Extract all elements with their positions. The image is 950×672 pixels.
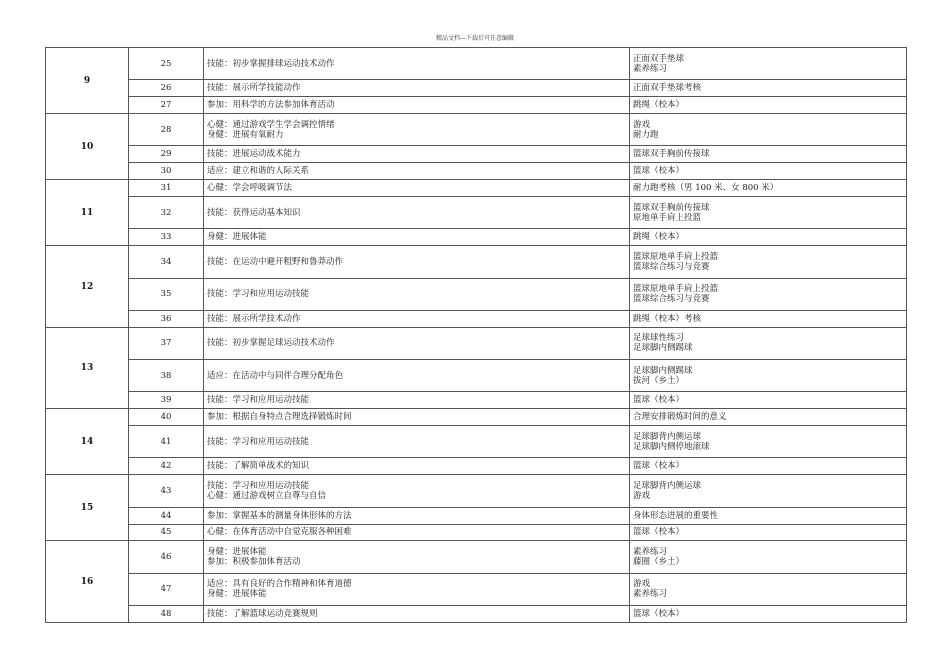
lesson-content-cell <box>630 146 907 163</box>
goal-line: 适应：在活动中与同伴合理分配角色 <box>207 370 344 381</box>
week-number-cell: 15 <box>46 475 129 541</box>
lesson-goal-cell <box>204 80 630 97</box>
goal-line: 技能：初步掌握足球运动技术动作 <box>207 338 335 349</box>
goal-line: 参加：用科学的方法参加体育活动 <box>207 100 335 111</box>
content-line: 跳绳（校本）考核 <box>633 313 702 324</box>
content-line: 正面双手垫球 <box>633 53 685 64</box>
goal-line: 身健：进展体能 <box>207 232 267 243</box>
lesson-number-cell: 31 <box>129 180 204 197</box>
goal-line: 技能：获得运动基本知识 <box>207 207 301 218</box>
lesson-content-cell <box>630 426 907 458</box>
lesson-number-cell: 43 <box>129 475 204 507</box>
table-row <box>46 246 907 278</box>
table-row <box>46 114 907 146</box>
lesson-content-cell <box>630 573 907 605</box>
lesson-number-cell: 45 <box>129 524 204 541</box>
goal-line: 参加：根据自身特点合理选择锻炼时间 <box>207 412 352 423</box>
lesson-goal-cell <box>204 409 630 426</box>
lesson-content-cell <box>630 229 907 246</box>
content-line: 足球脚背内侧运球 <box>633 431 702 442</box>
lesson-content-cell <box>630 310 907 327</box>
week-number-cell: 9 <box>46 48 129 114</box>
content-line: 耐力跑考核（男 100 米、女 800 米） <box>633 183 779 194</box>
table-row <box>46 197 907 229</box>
lesson-number-cell: 40 <box>129 409 204 426</box>
lesson-goal-cell <box>204 278 630 310</box>
lesson-number-cell: 26 <box>129 80 204 97</box>
content-line: 篮球双手胸前传接球 <box>633 149 710 160</box>
lesson-number-cell: 37 <box>129 327 204 359</box>
lesson-number-cell: 48 <box>129 605 204 622</box>
lesson-goal-cell <box>204 507 630 524</box>
lesson-number-cell: 28 <box>129 114 204 146</box>
lesson-content-cell <box>630 507 907 524</box>
content-line: 足球脚内侧踢球 <box>633 365 693 376</box>
lesson-content-cell <box>630 524 907 541</box>
table-row <box>46 573 907 605</box>
lesson-content-cell <box>630 605 907 622</box>
content-line: 篮球综合练习与竞赛 <box>633 261 710 272</box>
goal-line: 心健：通过游戏学生学会调控情绪 <box>207 119 335 130</box>
content-line: 跳绳（校本） <box>633 232 685 243</box>
content-line: 正面双手垫球考核 <box>633 83 702 94</box>
content-line: 足球球性练习 <box>633 333 685 344</box>
lesson-content-cell <box>630 197 907 229</box>
goal-line: 技能：学习和应用运动技能 <box>207 436 310 447</box>
lesson-goal-cell <box>204 197 630 229</box>
table-row <box>46 180 907 197</box>
lesson-number-cell: 33 <box>129 229 204 246</box>
lesson-number-cell: 30 <box>129 163 204 180</box>
lesson-content-cell <box>630 278 907 310</box>
table-row <box>46 146 907 163</box>
table-row <box>46 605 907 622</box>
table-row <box>46 426 907 458</box>
table-row <box>46 48 907 80</box>
goal-line: 心健：在体育活动中自觉克服各种困难 <box>207 527 352 538</box>
week-number-cell: 11 <box>46 180 129 246</box>
table-row <box>46 409 907 426</box>
content-line: 篮球双手胸前传接球 <box>633 202 710 213</box>
lesson-content-cell <box>630 97 907 114</box>
week-number-cell: 16 <box>46 541 129 623</box>
content-line: 篮球（校本） <box>633 395 685 406</box>
table-row <box>46 80 907 97</box>
goal-line: 身健：进展有氧耐力 <box>207 129 284 140</box>
lesson-content-cell <box>630 541 907 573</box>
lesson-number-cell: 39 <box>129 392 204 409</box>
goal-line: 技能：展示所学技术动作 <box>207 313 301 324</box>
lesson-number-cell: 32 <box>129 197 204 229</box>
week-number-cell: 14 <box>46 409 129 475</box>
content-line: 足球脚背内侧运球 <box>633 480 702 491</box>
content-line: 游戏 <box>633 579 651 590</box>
lesson-goal-cell <box>204 573 630 605</box>
lesson-goal-cell <box>204 114 630 146</box>
lesson-goal-cell <box>204 48 630 80</box>
goal-line: 参加：掌握基本的测量身体形体的方法 <box>207 510 352 521</box>
lesson-goal-cell <box>204 310 630 327</box>
week-number-cell: 10 <box>46 114 129 180</box>
goal-line: 技能：进展运动战术能力 <box>207 149 301 160</box>
goal-line: 心健：通过游戏树立自尊与自信 <box>207 490 327 501</box>
content-line: 素养练习 <box>633 63 668 74</box>
lesson-number-cell: 36 <box>129 310 204 327</box>
lesson-goal-cell <box>204 180 630 197</box>
lesson-content-cell <box>630 360 907 392</box>
lesson-goal-cell <box>204 327 630 359</box>
page-header: 精品文档---下载后可任意编辑 <box>435 35 515 42</box>
lesson-goal-cell <box>204 229 630 246</box>
goal-line: 心健：学会呼吸调节法 <box>207 183 293 194</box>
content-line: 拔河（乡土） <box>633 375 685 386</box>
table-row <box>46 229 907 246</box>
goal-line: 技能：初步掌握排球运动技术动作 <box>207 58 335 69</box>
table-row <box>46 458 907 475</box>
lesson-goal-cell <box>204 524 630 541</box>
goal-line: 适应：具有良好的合作精神和体育道德 <box>207 579 352 590</box>
table-row <box>46 475 907 507</box>
lesson-goal-cell <box>204 97 630 114</box>
lesson-number-cell: 41 <box>129 426 204 458</box>
lesson-number-cell: 38 <box>129 360 204 392</box>
lesson-goal-cell <box>204 426 630 458</box>
lesson-number-cell: 29 <box>129 146 204 163</box>
table-row <box>46 524 907 541</box>
lesson-number-cell: 25 <box>129 48 204 80</box>
week-number-cell: 12 <box>46 246 129 327</box>
table-row <box>46 360 907 392</box>
lesson-number-cell: 34 <box>129 246 204 278</box>
lesson-content-cell <box>630 246 907 278</box>
lesson-goal-cell <box>204 475 630 507</box>
lesson-number-cell: 42 <box>129 458 204 475</box>
lesson-number-cell: 27 <box>129 97 204 114</box>
goal-line: 技能：了解简单战术的知识 <box>207 461 310 472</box>
table-row <box>46 392 907 409</box>
table-row <box>46 541 907 573</box>
lesson-content-cell <box>630 409 907 426</box>
lesson-content-cell <box>630 475 907 507</box>
content-line: 篮球原地单手肩上投篮 <box>633 251 719 262</box>
content-line: 篮球综合练习与竞赛 <box>633 294 710 305</box>
table-row <box>46 327 907 359</box>
content-line: 篮球（校本） <box>633 166 685 177</box>
lesson-content-cell <box>630 114 907 146</box>
table-row <box>46 97 907 114</box>
goal-line: 参加：积极参加体育活动 <box>207 557 301 568</box>
lesson-number-cell: 47 <box>129 573 204 605</box>
content-line: 素养练习 <box>633 547 668 558</box>
table-row <box>46 278 907 310</box>
lesson-number-cell: 35 <box>129 278 204 310</box>
table-row <box>46 507 907 524</box>
content-line: 足球脚内侧停地滚球 <box>633 441 710 452</box>
lesson-number-cell: 44 <box>129 507 204 524</box>
teaching-schedule-table <box>45 47 907 623</box>
lesson-content-cell <box>630 80 907 97</box>
content-line: 游戏 <box>633 490 651 501</box>
goal-line: 身健：进展体能 <box>207 547 267 558</box>
goal-line: 技能：学习和应用运动技能 <box>207 289 310 300</box>
table-row <box>46 163 907 180</box>
lesson-goal-cell <box>204 146 630 163</box>
content-line: 游戏 <box>633 119 651 130</box>
content-line: 耐力跑 <box>633 129 659 140</box>
lesson-content-cell <box>630 458 907 475</box>
week-number-cell: 13 <box>46 327 129 408</box>
goal-line: 技能：展示所学技能动作 <box>207 83 301 94</box>
goal-line: 技能：学习和应用运动技能 <box>207 395 310 406</box>
goal-line: 身健：进展体能 <box>207 589 267 600</box>
lesson-goal-cell <box>204 360 630 392</box>
goal-line: 适应：建立和谐的人际关系 <box>207 166 310 177</box>
content-line: 篮球（校本） <box>633 461 685 472</box>
goal-line: 技能：在运动中避开粗野和鲁莽动作 <box>207 256 344 267</box>
table-row <box>46 310 907 327</box>
content-line: 跳绳（校本） <box>633 100 685 111</box>
goal-line: 技能：学习和应用运动技能 <box>207 480 310 491</box>
lesson-goal-cell <box>204 392 630 409</box>
content-line: 足球脚内侧踢球 <box>633 343 693 354</box>
lesson-goal-cell <box>204 605 630 622</box>
content-line: 身体形态进展的重要性 <box>633 510 719 521</box>
lesson-goal-cell <box>204 541 630 573</box>
content-line: 原地单手肩上投篮 <box>633 212 702 223</box>
content-line: 藤圈（乡土） <box>633 557 685 568</box>
lesson-content-cell <box>630 163 907 180</box>
lesson-number-cell: 46 <box>129 541 204 573</box>
content-line: 合理安排锻炼时间的意义 <box>633 412 727 423</box>
goal-line: 技能：了解篮球运动竞赛规则 <box>207 608 318 619</box>
lesson-content-cell <box>630 327 907 359</box>
lesson-content-cell <box>630 180 907 197</box>
lesson-content-cell <box>630 392 907 409</box>
content-line: 篮球原地单手肩上投篮 <box>633 284 719 295</box>
lesson-content-cell <box>630 48 907 80</box>
lesson-goal-cell <box>204 458 630 475</box>
content-line: 篮球（校本） <box>633 527 685 538</box>
lesson-goal-cell <box>204 163 630 180</box>
lesson-goal-cell <box>204 246 630 278</box>
content-line: 素养练习 <box>633 589 668 600</box>
content-line: 篮球（校本） <box>633 608 685 619</box>
